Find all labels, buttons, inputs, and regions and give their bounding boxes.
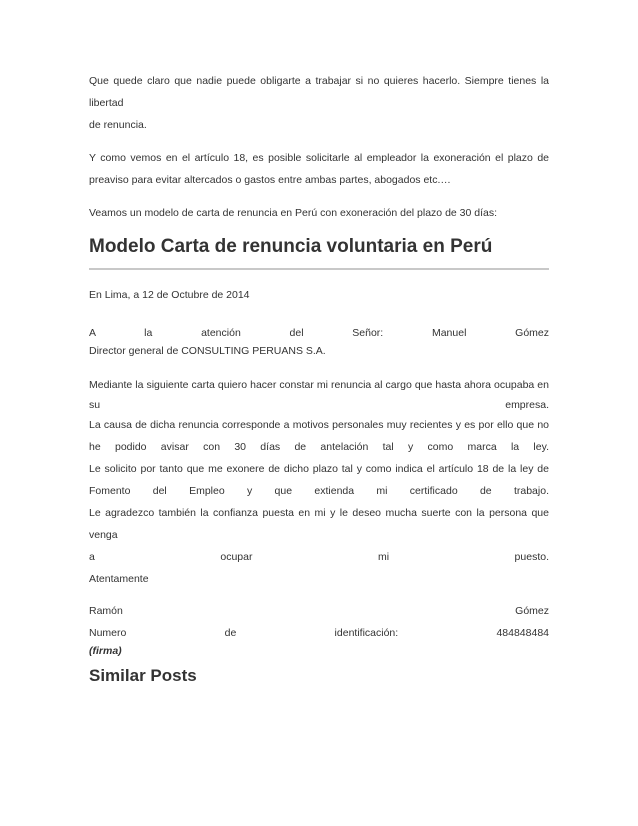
letter-closing: Atentamente: [89, 573, 149, 585]
document-page: [89, 70, 549, 686]
signature-name: Ramón Gómez: [89, 605, 549, 617]
intro-paragraph-1-line-1: Que quede claro que nadie puede obligarte a trabajar si no quieres hacerlo. Siempre tienes la libertad: [89, 75, 549, 109]
intro-paragraph-1-line-2: de renuncia.: [89, 119, 147, 131]
letter-body-line: Le agradezco también la confianza puesta en mi y le deseo mucha suerte con la persona que venga: [89, 507, 549, 541]
letter-body-line: su empresa.: [89, 399, 549, 411]
letter-signature: [89, 600, 549, 658]
letter-body-line: he podido avisar con 30 días de antelación tal y como marca la ley.: [89, 441, 549, 453]
letter-director-line: Director general de CONSULTING PERUANS S.A.: [89, 345, 326, 357]
letter-body-line: Fomento del Empleo y que extienda mi certificado de trabajo.: [89, 485, 549, 497]
intro-paragraph-2-line-1: Y como vemos en el artículo 18, es posible solicitarle al empleador la exoneración el plazo de: [89, 152, 549, 164]
letter-body-line: Mediante la siguiente carta quiero hacer constar mi renuncia al cargo que hasta ahora ocupaba en: [89, 379, 549, 391]
letter-body-line: a ocupar mi puesto.: [89, 551, 549, 563]
intro-paragraph-3: Veamos un modelo de carta de renuncia en Perú con exoneración del plazo de 30 días:: [89, 207, 498, 219]
article-title: Modelo Carta de renuncia voluntaria en Perú: [89, 234, 549, 270]
letter-body-line: Le solicito por tanto que me exonere de dicho plazo tal y como indica el artículo 18 de la ley de: [89, 463, 549, 475]
signature-label: (firma): [89, 645, 122, 657]
identification-line: Numero de identificación: 484848484: [89, 627, 549, 639]
letter-body: [89, 374, 549, 590]
intro-paragraph-2-line-2: preaviso para evitar altercados o gastos entre ambas partes, abogados etc.…: [89, 174, 451, 186]
letter-attention-line: A la atención del Señor: Manuel Gómez: [89, 327, 549, 339]
letter-recipient: [89, 322, 549, 358]
letter-body-line: La causa de dicha renuncia corresponde a motivos personales muy recientes y es por ello que no: [89, 419, 549, 431]
similar-posts-heading: Similar Posts: [89, 666, 197, 685]
letter-date: En Lima, a 12 de Octubre de 2014: [89, 289, 250, 301]
